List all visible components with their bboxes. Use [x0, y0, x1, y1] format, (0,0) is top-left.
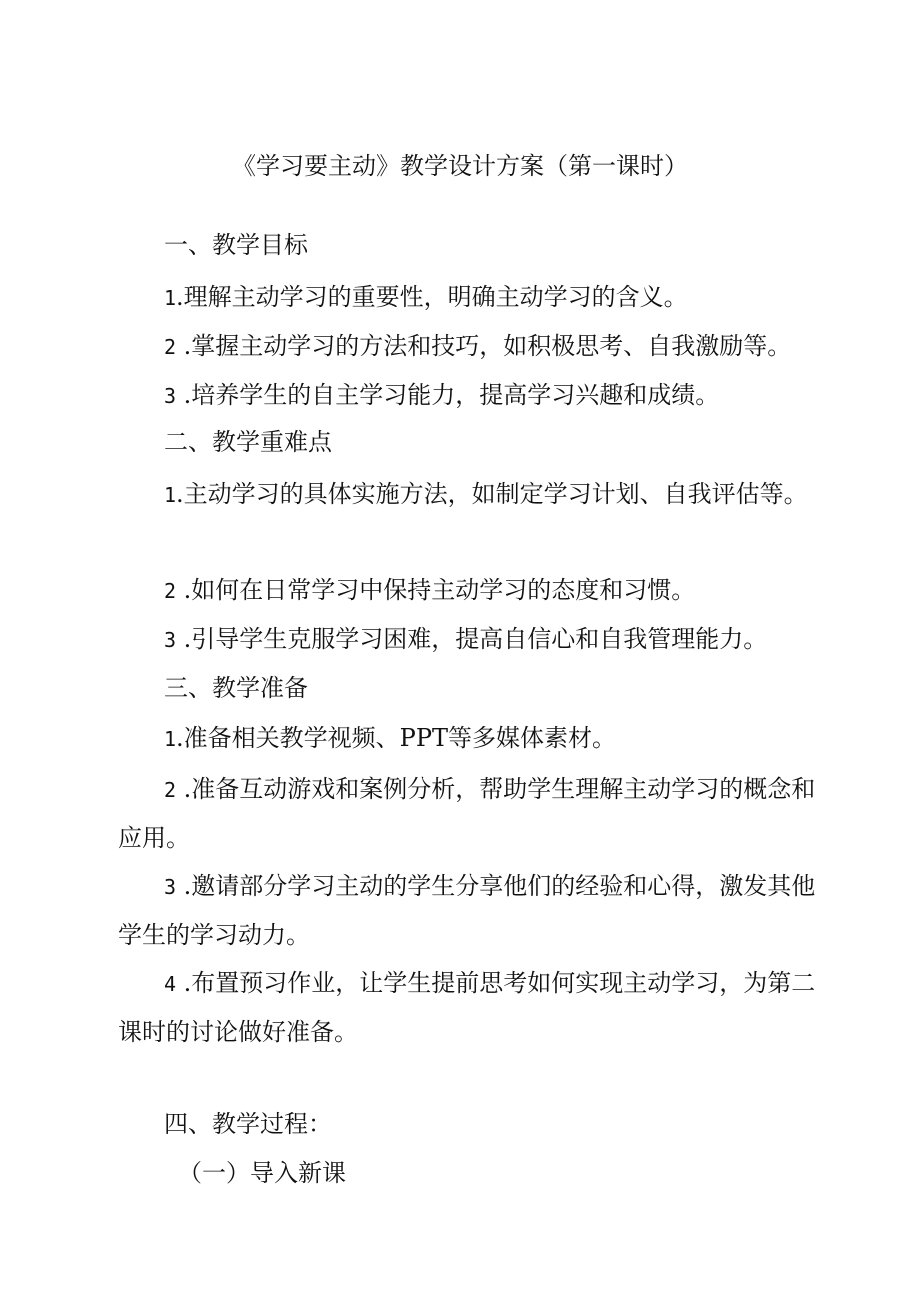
item-text: .布置预习作业，让学生提前思考如何实现主动学习，为第二课时的讨论做好准备。 [118, 969, 816, 1046]
item-number: 2 [164, 579, 177, 603]
key-point-item-2 [164, 570, 695, 611]
section-heading-process: 四、教学过程： [164, 1110, 332, 1138]
item-text: .掌握主动学习的方法和技巧，如积极思考、自我激励等。 [176, 332, 792, 360]
item-text: .准备相关教学视频、PPT等多媒体素材。 [176, 724, 616, 752]
preparation-item-3 [118, 862, 823, 959]
preparation-item-1 [164, 718, 616, 759]
preparation-item-4 [118, 959, 823, 1056]
item-number: 4 [164, 972, 177, 996]
item-number: 2 [164, 335, 177, 359]
item-number: 1 [164, 483, 177, 507]
item-text: .引导学生克服学习困难，提高自信心和自我管理能力。 [176, 625, 768, 653]
key-point-item-1 [118, 470, 823, 519]
item-number: 3 [164, 875, 177, 899]
subsection-heading-intro: （一）导入新课 [178, 1159, 346, 1187]
key-point-item-3 [164, 619, 767, 660]
item-text: .邀请部分学习主动的学生分享他们的经验和心得，激发其他学生的学习动力。 [118, 872, 816, 949]
item-text: .理解主动学习的重要性，明确主动学习的含义。 [176, 283, 688, 311]
item-number: 3 [164, 628, 177, 652]
objective-item-3 [164, 375, 719, 416]
item-number: 2 [164, 778, 177, 802]
item-text: .准备互动游戏和案例分析，帮助学生理解主动学习的概念和应用。 [118, 775, 816, 852]
item-number: 3 [164, 384, 177, 408]
objective-item-1 [164, 277, 688, 318]
item-text: .培养学生的自主学习能力，提高学习兴趣和成绩。 [176, 381, 720, 409]
item-number: 1 [164, 727, 177, 751]
section-heading-key-points: 二、教学重难点 [164, 428, 332, 456]
item-text: .如何在日常学习中保持主动学习的态度和习惯。 [176, 576, 696, 604]
item-number: 1 [164, 286, 177, 310]
section-heading-objectives: 一、教学目标 [164, 231, 308, 259]
section-heading-preparation: 三、教学准备 [164, 674, 308, 702]
preparation-item-2 [118, 765, 823, 862]
document-title: 《学习要主动》教学设计方案（第一课时） [232, 152, 688, 180]
objective-item-2 [164, 326, 791, 367]
item-text: .主动学习的具体实施方法，如制定学习计划、自我评估等。 [176, 480, 808, 508]
